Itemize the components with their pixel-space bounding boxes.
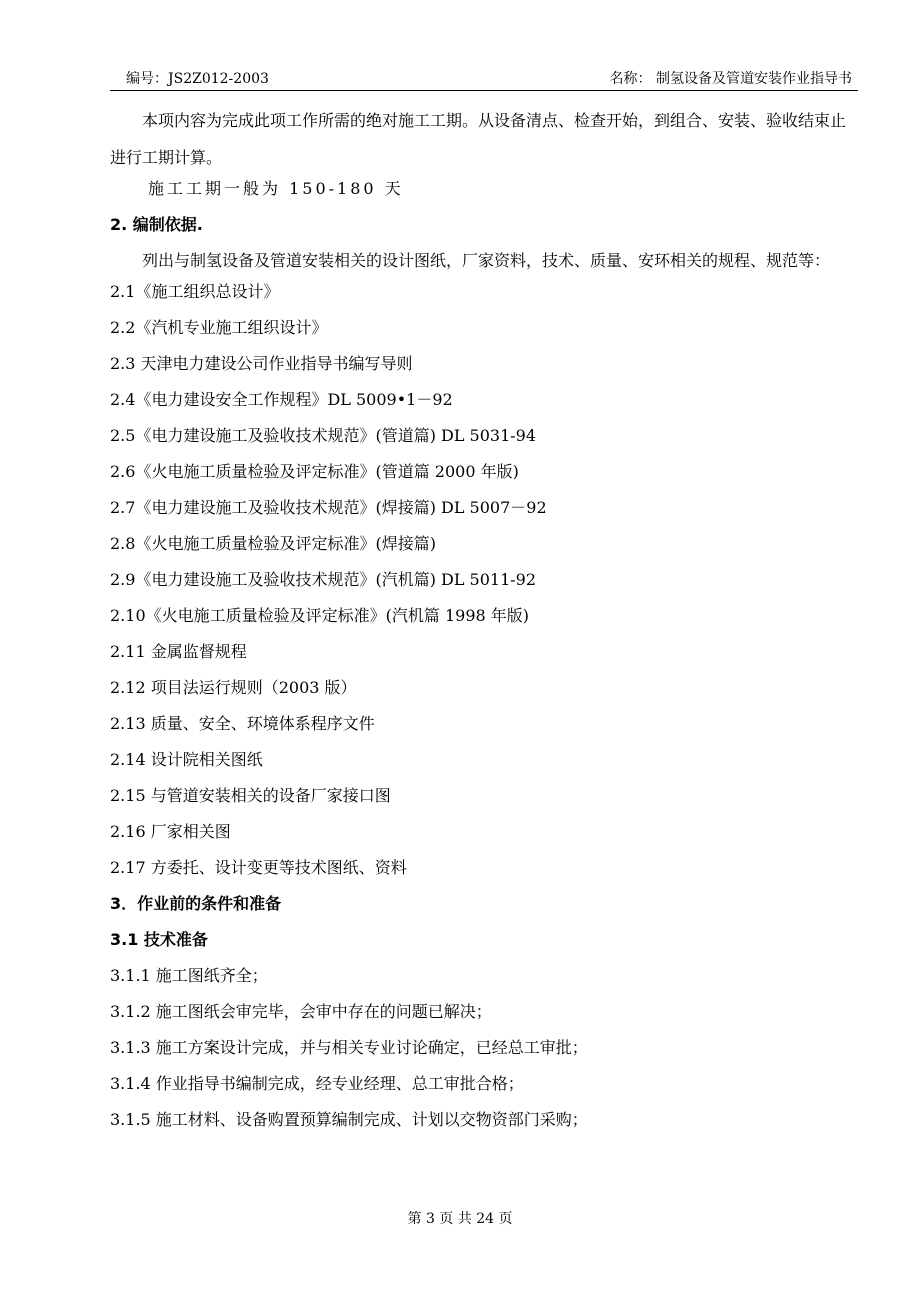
document-body <box>110 104 858 1145</box>
list-item: 2.2《汽机专业施工组织设计》 <box>110 318 328 337</box>
section-3-title: 3．作业前的条件和准备 <box>110 894 282 913</box>
list-item: 2.12 项目法运行规则（2003 版） <box>110 678 357 697</box>
list-item: 2.1《施工组织总设计》 <box>110 282 280 301</box>
list-item: 2.5《电力建设施工及验收技术规范》(管道篇) DL 5031-94 <box>110 426 537 445</box>
list-item: 2.15 与管道安装相关的设备厂家接口图 <box>110 786 391 805</box>
list-item: 2.17 方委托、设计变更等技术图纸、资料 <box>110 858 407 877</box>
list-item: 3.1.3 施工方案设计完成，并与相关专业讨论确定，已经总工审批； <box>110 1038 588 1057</box>
list-item: 2.16 厂家相关图 <box>110 822 231 841</box>
page-number: 第 3 页 共 24 页 <box>407 1211 513 1227</box>
section-2-description: 列出与制氢设备及管道安装相关的设计图纸，厂家资料，技术、质量、安环相关的规程、规范等： <box>142 251 831 270</box>
page-header <box>110 66 858 91</box>
list-item: 2.3 天津电力建设公司作业指导书编写导则 <box>110 354 413 373</box>
list-item: 3.1.4 作业指导书编制完成，经专业经理、总工审批合格； <box>110 1074 524 1093</box>
list-item: 3.1.2 施工图纸会审完毕，会审中存在的问题已解决； <box>110 1002 492 1021</box>
list-item: 2.7《电力建设施工及验收技术规范》(焊接篇) DL 5007－92 <box>110 498 547 517</box>
list-item: 3.1.5 施工材料、设备购置预算编制完成、计划以交物资部门采购； <box>110 1110 588 1129</box>
list-item: 2.14 设计院相关图纸 <box>110 750 263 769</box>
list-item: 2.6《火电施工质量检验及评定标准》(管道篇 2000 年版) <box>110 462 519 481</box>
list-item: 2.13 质量、安全、环境体系程序文件 <box>110 714 375 733</box>
list-item: 2.11 金属监督规程 <box>110 642 247 661</box>
document-name: 名称： 制氢设备及管道安装作业指导书 <box>609 71 852 87</box>
section-3-1-title: 3.1 技术准备 <box>110 930 208 949</box>
list-item: 2.9《电力建设施工及验收技术规范》(汽机篇) DL 5011-92 <box>110 570 537 589</box>
intro-paragraph: 本项内容为完成此项工作所需的绝对施工工期。从设备清点、检查开始，到组合、安装、验收结束止进行工期计算。 <box>110 111 847 167</box>
list-item: 2.4《电力建设安全工作规程》DL 5009•1－92 <box>110 390 453 409</box>
list-item: 3.1.1 施工图纸齐全； <box>110 966 268 985</box>
list-item: 2.10《火电施工质量检验及评定标准》(汽机篇 1998 年版) <box>110 606 530 625</box>
list-item: 2.8《火电施工质量检验及评定标准》(焊接篇) <box>110 534 436 553</box>
document-code: 编号：JS2Z012-2003 <box>126 71 269 87</box>
section-2-title: 2. 编制依据. <box>110 215 203 234</box>
construction-period: 施工工期一般为 150-180 天 <box>148 179 404 198</box>
